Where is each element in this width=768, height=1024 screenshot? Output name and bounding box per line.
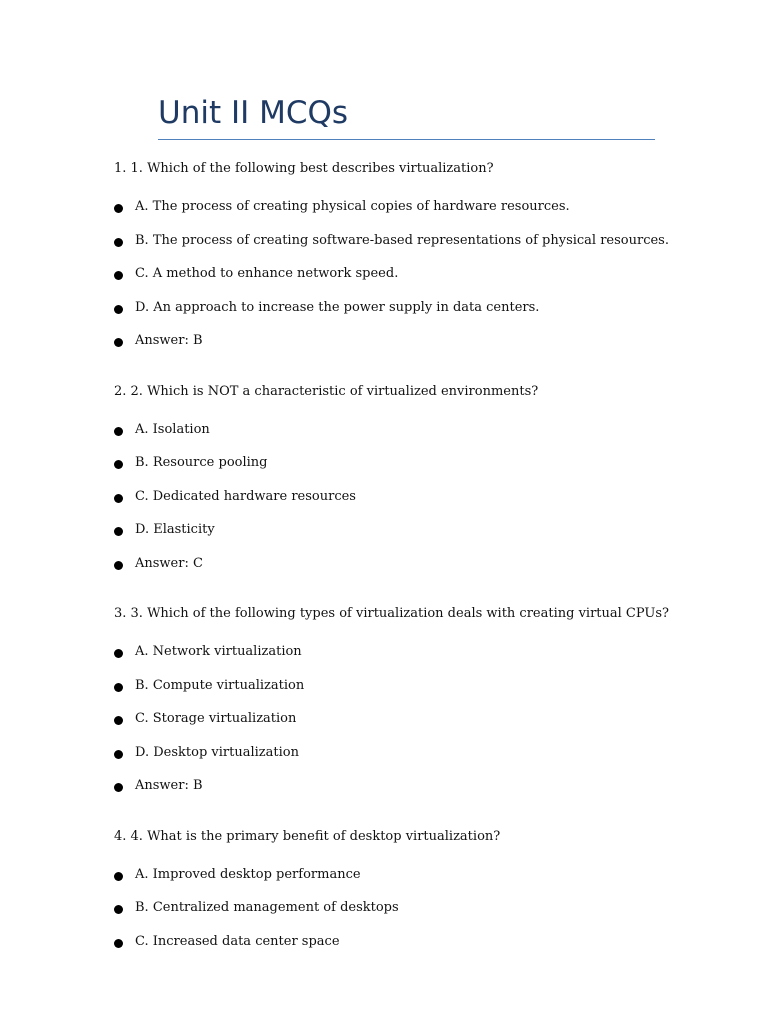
option-item bbox=[114, 643, 734, 677]
answer-item bbox=[114, 332, 734, 366]
option-item bbox=[114, 198, 734, 232]
option-item bbox=[114, 421, 734, 455]
bullet-icon bbox=[114, 338, 123, 347]
bullet-icon bbox=[114, 494, 123, 503]
option-text: D. An approach to increase the power supply in data centers. bbox=[135, 299, 540, 315]
option-text: B. Compute virtualization bbox=[135, 677, 305, 693]
bullet-icon bbox=[114, 905, 123, 914]
option-list bbox=[114, 643, 734, 811]
option-item bbox=[114, 521, 734, 555]
option-text: A. Network virtualization bbox=[135, 644, 302, 659]
bullet-icon bbox=[114, 460, 123, 469]
option-item bbox=[114, 899, 734, 933]
option-text: C. Storage virtualization bbox=[135, 711, 297, 726]
option-item bbox=[114, 488, 734, 522]
question-text: 1. 1. Which of the following best describes virtualization? bbox=[114, 161, 494, 176]
option-item bbox=[114, 933, 734, 967]
question-block bbox=[114, 158, 734, 366]
option-item bbox=[114, 232, 734, 266]
option-list bbox=[114, 421, 734, 589]
question-block bbox=[114, 603, 734, 811]
question-text: 4. 4. What is the primary benefit of desktop virtualization? bbox=[114, 828, 501, 844]
option-item bbox=[114, 866, 734, 900]
question-block bbox=[114, 381, 734, 589]
bullet-icon bbox=[114, 683, 123, 692]
bullet-icon bbox=[114, 204, 123, 213]
option-text: A. Isolation bbox=[135, 421, 210, 437]
option-text: D. Desktop virtualization bbox=[135, 744, 299, 760]
bullet-icon bbox=[114, 649, 123, 658]
option-item bbox=[114, 265, 734, 299]
option-item bbox=[114, 299, 734, 333]
title-underline bbox=[158, 139, 655, 140]
option-text: B. Resource pooling bbox=[135, 455, 268, 470]
option-text: A. Improved desktop performance bbox=[135, 866, 361, 882]
option-text: A. The process of creating physical copies of hardware resources. bbox=[135, 199, 570, 214]
option-item bbox=[114, 677, 734, 711]
bullet-icon bbox=[114, 305, 123, 314]
answer-text: Answer: C bbox=[135, 555, 203, 571]
option-text: C. Dedicated hardware resources bbox=[135, 488, 356, 504]
option-text: C. Increased data center space bbox=[135, 933, 340, 949]
answer-item bbox=[114, 555, 734, 589]
answer-text: Answer: B bbox=[135, 778, 203, 793]
bullet-icon bbox=[114, 271, 123, 280]
bullet-icon bbox=[114, 872, 123, 881]
question-text: 2. 2. Which is NOT a characteristic of virtualized environments? bbox=[114, 383, 539, 399]
bullet-icon bbox=[114, 427, 123, 436]
bullet-icon bbox=[114, 527, 123, 536]
bullet-icon bbox=[114, 238, 123, 247]
option-list bbox=[114, 866, 734, 967]
answer-item bbox=[114, 777, 734, 811]
bullet-icon bbox=[114, 561, 123, 570]
bullet-icon bbox=[114, 750, 123, 759]
answer-text: Answer: B bbox=[135, 333, 203, 348]
option-text: B. The process of creating software-based representations of physical resources. bbox=[135, 232, 669, 248]
option-item bbox=[114, 744, 734, 778]
option-list bbox=[114, 198, 734, 366]
bullet-icon bbox=[114, 783, 123, 792]
option-text: C. A method to enhance network speed. bbox=[135, 266, 399, 281]
page-title: Unit II MCQs bbox=[158, 95, 349, 131]
option-item bbox=[114, 454, 734, 488]
option-text: D. Elasticity bbox=[135, 522, 215, 537]
bullet-icon bbox=[114, 939, 123, 948]
question-list bbox=[114, 158, 734, 981]
question-block bbox=[114, 826, 734, 967]
bullet-icon bbox=[114, 716, 123, 725]
question-text: 3. 3. Which of the following types of virtualization deals with creating virtual CPUs? bbox=[114, 606, 669, 621]
option-text: B. Centralized management of desktops bbox=[135, 900, 399, 915]
option-item bbox=[114, 710, 734, 744]
